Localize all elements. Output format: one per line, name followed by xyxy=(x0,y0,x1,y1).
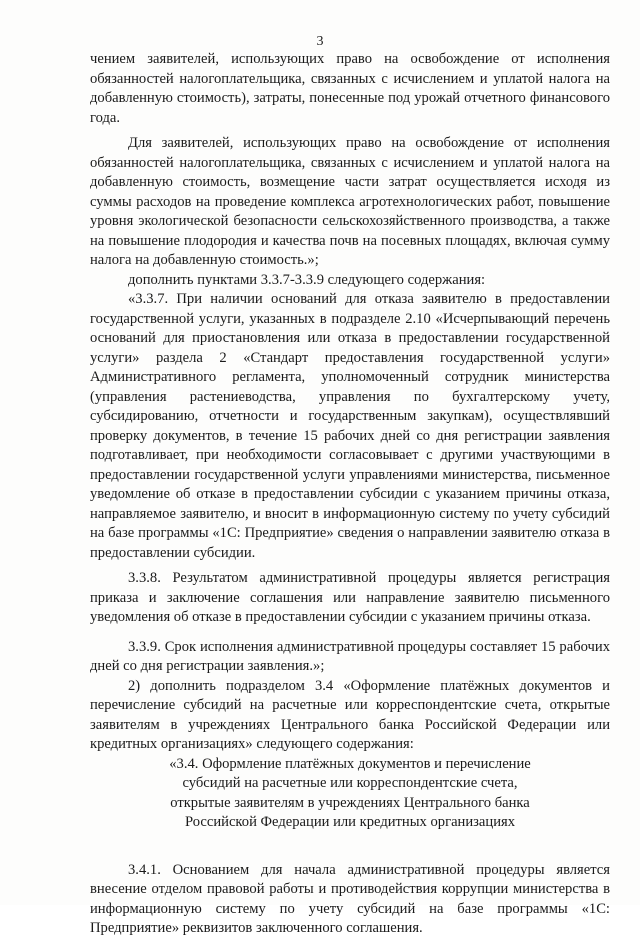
paragraph-clause-3-3-7: «3.3.7. При наличии оснований для отказа заявителю в предоставлении государственной услуги, указанных в подразделе 2.10 «Исчерпывающий перечень оснований для приостановления или отказа в предоставлении государственной услуги» раздела 2 «Стандарт предоставления государственной услуги» Административного регламента, уполномоченный сотрудник министерства (управления растениеводства, управления по бухгалтерскому учету, субсидированию, отчетности и государственным закупкам), осуществлявший проверку документов, в течение 15 рабочих дней со дня регистрации заявления подготавливает, при необходимости согласовывает с другими участвующими в предоставлении государственной услуги управлениями министерства, письменное уведомление об отказе в предоставлении субсидии с указанием причины отказа, направляемое заявителю, и вносит в информационную систему по учету субсидий на базе программы «1С: Предприятие» сведения о направлении заявителю отказа в предоставлении субсидии. xyxy=(90,291,610,561)
paragraph-continuation: чением заявителей, использующих право на освобождение от исполнения обязанностей налогоплательщика, связанных с исчислением и уплатой налога на добавленную стоимость), затраты, понесенные под урожай отчетного финансового года. xyxy=(90,51,610,126)
document-body xyxy=(90,50,610,939)
page-number: 3 xyxy=(316,34,324,49)
paragraph-clause-3-4-1: 3.4.1. Основанием для начала административной процедуры является внесение отделом правовой работы и противодействия коррупции министерства в информационную систему по учету субсидий на базе программы «1С: Предприятие» реквизитов заключенного соглашения. xyxy=(90,861,610,936)
heading-line: Российской Федерации или кредитных организациях xyxy=(184,814,516,830)
paragraph-clause-3-3-8: 3.3.8. Результатом административной процедуры является регистрация приказа и заключение соглашения или направление заявителю письменного уведомления об отказе в предоставлении субсидии с указанием причины отказа. xyxy=(90,570,610,625)
paragraph-add-clauses: дополнить пунктами 3.3.7-3.3.9 следующего содержания: xyxy=(128,271,486,288)
heading-line: «3.4. Оформление платёжных документов и перечисление xyxy=(169,755,531,772)
paragraph-vat-exempt-applicants: Для заявителей, использующих право на освобождение от исполнения обязанностей налогоплательщика, связанных с исчислением и уплатой налога на добавленную стоимость, возмещение части затрат осуществляется исходя из суммы расходов на проведение комплекса агротехнологических работ, повышение уровня экологической безопасности сельскохозяйственного производства, а также на повышение плодородия и качества почв на посевных площадях, включая сумму налога на добавленную стоимость.»; xyxy=(90,135,610,268)
paragraph-clause-3-3-9: 3.3.9. Срок исполнения административной процедуры составляет 15 рабочих дней со дня регистрации заявления.»; xyxy=(90,638,610,674)
heading-line: открытые заявителям в учреждениях Центрального банка xyxy=(170,794,530,811)
heading-line: субсидий на расчетные или корреспондентские счета, xyxy=(182,775,518,791)
subsection-heading-3-4 xyxy=(90,755,610,833)
paragraph-add-subsection-3-4: 2) дополнить подразделом 3.4 «Оформление платёжных документов и перечисление субсидий на расчетные или корреспондентские счета, открытые заявителям в учреждениях Центрального банка Российской Федерации или кредитных организациях» следующего содержания: xyxy=(90,677,610,752)
